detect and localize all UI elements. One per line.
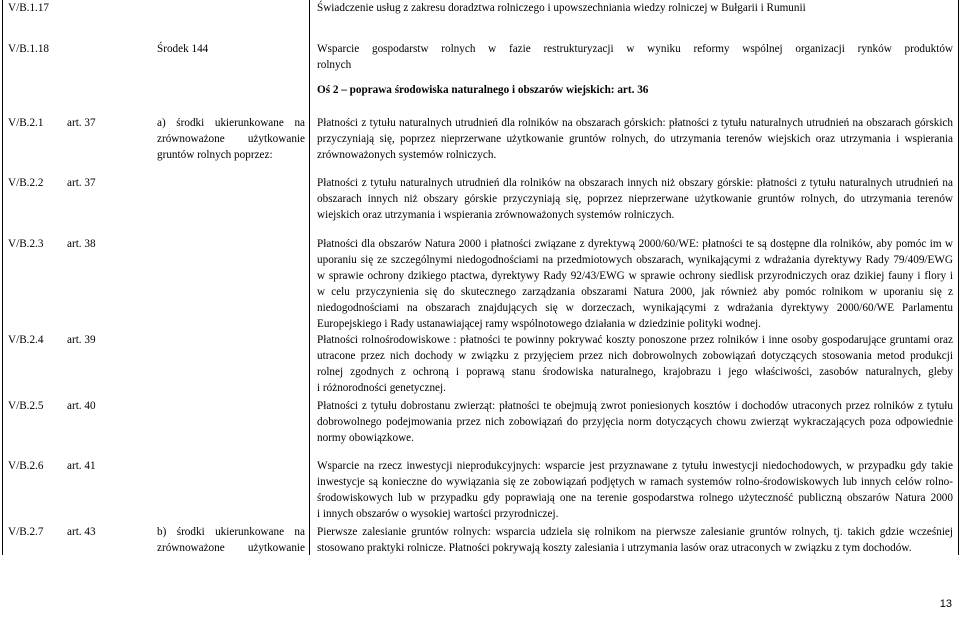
row-description-line: Płatności z tytułu dobrostanu zwierząt: płatności te obejmują zwrot poniesionych kosztów i dochodów utraconych przez rolników z tytułu (317, 400, 953, 412)
table-border-right (958, 0, 959, 555)
row-description-line: rolnych (317, 59, 352, 71)
row-article: art. 37 (67, 177, 96, 189)
row-code: V/B.2.4 (8, 334, 44, 346)
row-description-line: utracone przez nich dochody w związku z przyjęciem przez nich dobrowolnych zobowiązań dotyczących stosowania metod produkcji (317, 350, 953, 362)
row-description-line: przyczyniają się, poprzez nieprzerwane użytkowanie gruntów rolnych, do utrzymania terenów wiejskich oraz utrzymania i wspierania (317, 133, 953, 145)
row-description: Świadczenie usług z zakresu doradztwa rolniczego i upowszechniania wiedzy rolniczej w Bułgarii i Rumunii (317, 2, 806, 14)
row-description-line: Płatności z tytułu naturalnych utrudnień dla rolników na obszarach górskich: płatności z tytułu naturalnych utrudnień na obszarach górskich (317, 117, 953, 129)
row-description-line: zrównoważonych systemów rolniczych. (317, 149, 497, 161)
axis-heading: Oś 2 – poprawa środowiska naturalnego i obszarów wiejskich: art. 36 (317, 84, 649, 96)
row-description-line: w celu przyczynienia się do skutecznego zarządzania obszarami Natura 2000, jak również aby pomóc rolnikom w uporaniu się z (317, 286, 953, 298)
row-description-line: Płatności dla obszarów Natura 2000 i płatności związane z dyrektywą 2000/60/WE: płatności te są dostępne dla rolników, aby pomóc im w (317, 238, 953, 250)
row-article: art. 41 (67, 460, 96, 472)
row-description-line: Wsparcie na rzecz inwestycji nieprodukcyjnych: wsparcie jest przyznawane z tytułu inwestycji niedochodowych, w przypadku gdy takie (317, 460, 953, 472)
row-description-line: Wsparcie gospodarstw rolnych w fazie restrukturyzacji w wyniku reformy wspólnej organizacji rynków produktów (317, 43, 953, 55)
row-code: V/B.2.7 (8, 526, 44, 538)
row-description-line: w sprawie ochrony dzikiego ptactwa, dyrektywy Rady 92/43/EWG w sprawie ochrony siedlisk przyrodniczych oraz dzikiej fauny i flory i (317, 270, 953, 282)
row-measure-line: b) środki ukierunkowane na (157, 526, 305, 538)
row-article: art. 40 (67, 400, 96, 412)
page-number: 13 (939, 598, 952, 610)
row-description-line: Płatności rolnośrodowiskowe : płatności te powinny pokrywać koszty ponoszone przez rolników i inne osoby gospodarujące gruntami oraz (317, 334, 953, 346)
row-measure-line: zrównoważone użytkowanie (157, 133, 305, 145)
row-article: art. 38 (67, 238, 96, 250)
row-description-line: normy obowiązkowe. (317, 432, 414, 444)
row-description-line: niedogodnościami na obszarach znajdujących się w dorzeczach, wynikającymi z wdrażania dyrektywy 2000/60/WE Parlamentu (317, 302, 953, 314)
row-description-line: Pierwsze zalesianie gruntów rolnych: wsparcia udziela się rolnikom na pierwsze zalesianie gruntów rolnych, tj. takich gdzie wcześniej (317, 526, 953, 538)
row-description-line: obszarach innych niż obszary górskie przyczyniają się, poprzez nieprzerwane użytkowanie gruntów rolnych, do utrzymania terenów (317, 193, 953, 205)
row-code: V/B.2.1 (8, 117, 44, 129)
row-code: V/B.1.17 (8, 2, 50, 14)
row-measure-line: zrównoważone użytkowanie (157, 542, 305, 554)
row-code: V/B.1.18 (8, 43, 50, 55)
row-code: V/B.2.5 (8, 400, 44, 412)
row-description-line: i różnorodności genetycznej. (317, 382, 446, 394)
table-border-left (2, 0, 3, 555)
row-description-line: środowiskowych lub w przypadku gdy poprawiają one na terenie gospodarstwa rolnego użyteczność publiczną obszarów Natura 2000 (317, 492, 953, 504)
row-description-line: inwestycje są konieczne do wywiązania się ze zobowiązań podjętych w ramach systemów rolno-środowiskowych lub innych celów rolno- (317, 476, 953, 488)
row-description-line: stosowano praktyki rolnicze. Płatności pokrywają koszty zalesiania i utrzymania lasów oraz utraconych w związku z tym dochodów. (317, 542, 912, 554)
row-code: V/B.2.3 (8, 238, 44, 250)
row-description-line: rolnej zgodnych z ochroną i poprawą stanu środowiska naturalnego, krajobrazu i jego właściwości, zasobów naturalnych, gleby (317, 366, 953, 378)
row-article: art. 43 (67, 526, 96, 538)
row-description-line: Płatności z tytułu naturalnych utrudnień dla rolników na obszarach innych niż obszary górskie: płatności z tytułu naturalnych utrudnień na (317, 177, 953, 189)
row-article: art. 37 (67, 117, 96, 129)
row-measure-line: a) środki ukierunkowane na (157, 117, 305, 129)
row-description-line: dobrowolnego podejmowania przez nich zobowiązań do przyjęcia norm dotyczących chowu zwierząt wykraczających poza odpowiednie (317, 416, 953, 428)
column-divider (309, 0, 310, 555)
row-code: V/B.2.6 (8, 460, 44, 472)
row-description-line: wiejskich oraz utrzymania i wspierania zrównoważonych systemów rolniczych. (317, 209, 675, 221)
row-description-line: i innych obszarów o wysokiej wartości przyrodniczej. (317, 508, 559, 520)
row-measure-line: gruntów rolnych poprzez: (157, 149, 273, 161)
row-description-line: uporaniu się ze szczególnymi niedogodnościami na przedmiotowych obszarach, wynikającymi z wdrażania dyrektywy Rady 79/409/EWG (317, 254, 953, 266)
row-description-line: Europejskiego i Rady ustanawiającej ramy wspólnotowego działania w dziedzinie polityki wodnej. (317, 318, 761, 330)
row-article: art. 39 (67, 334, 96, 346)
row-code: V/B.2.2 (8, 177, 44, 189)
row-measure: Środek 144 (157, 43, 209, 55)
